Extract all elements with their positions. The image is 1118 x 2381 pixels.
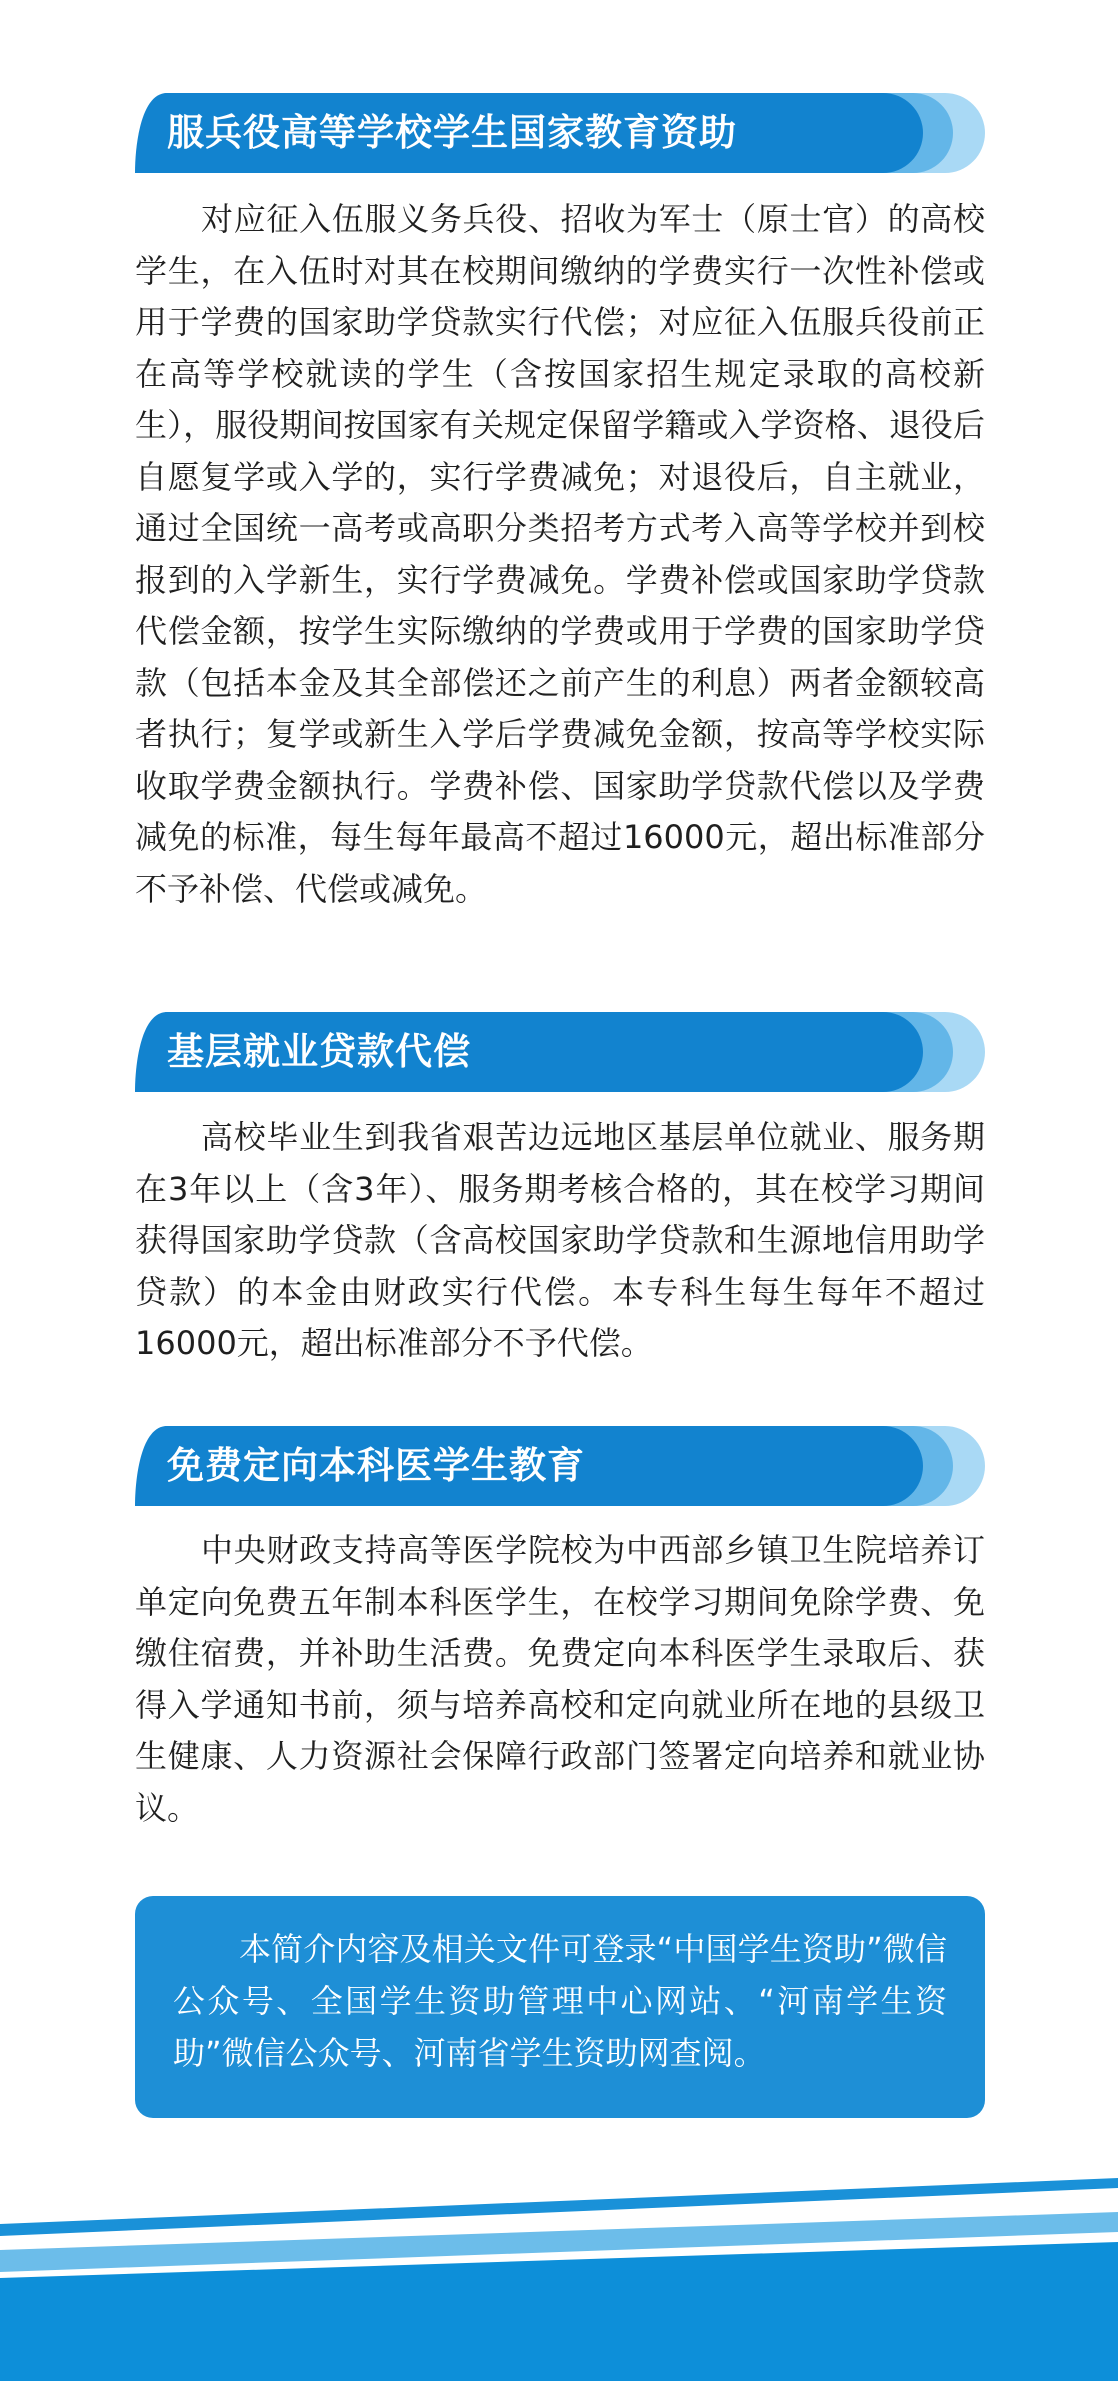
section-title: 基层就业贷款代偿 (167, 1030, 471, 1073)
section-title: 服兵役高等学校学生国家教育资助 (167, 111, 737, 154)
notice-text: 本简介内容及相关文件可登录“中国学生资助”微信公众号、全国学生资助管理中心网站、“河南学生资助”微信公众号、河南省学生资助网查阅。 (173, 1930, 947, 2072)
footer-wave-decoration (0, 2170, 1118, 2381)
section-body-military: 对应征入伍服义务兵役、招收为军士（原士官）的高校学生，在入伍时对其在校期间缴纳的学费实行一次性补偿或用于学费的国家助学贷款实行代偿；对应征入伍服兵役前正在高等学校就读的学生（含按国家招生规定录取的高校新生），服役期间按国家有关规定保留学籍或入学资格、退役后自愿复学或入学的，实行学费减免；对退役后，自主就业，通过全国统一高考或高职分类招考方式考入高等学校并到校报到的入学新生，实行学费减免。学费补偿或国家助学贷款代偿金额，按学生实际缴纳的学费或用于学费的国家助学贷款（包括本金及其全部偿还之前产生的利息）两者金额较高者执行；复学或新生入学后学费减免金额，按高等学校实际收取学费金额执行。学费补偿、国家助学贷款代偿以及学费减免的标准，每生每年最高不超过16000元，超出标准部分不予补偿、代偿或减免。 (135, 200, 985, 908)
section-header-medical (135, 1426, 985, 1506)
section-body-medical: 中央财政支持高等医学院校为中西部乡镇卫生院培养订单定向免费五年制本科医学生，在校学习期间免除学费、免缴住宿费，并补助生活费。免费定向本科医学生录取后、获得入学通知书前，须与培养高校和定向就业所在地的县级卫生健康、人力资源社会保障行政部门签署定向培养和就业协议。 (135, 1531, 985, 1827)
section-header-military (135, 93, 985, 173)
section-title: 免费定向本科医学生教育 (167, 1444, 585, 1487)
section-body-grassroots-loan: 高校毕业生到我省艰苦边远地区基层单位就业、服务期在3年以上（含3年）、服务期考核合格的，其在校学习期间获得国家助学贷款（含高校国家助学贷款和生源地信用助学贷款）的本金由财政实行代偿。本专科生每生每年不超过16000元，超出标准部分不予代偿。 (135, 1118, 985, 1362)
section-header-grassroots-loan (135, 1012, 985, 1092)
notice-box (135, 1896, 985, 2118)
